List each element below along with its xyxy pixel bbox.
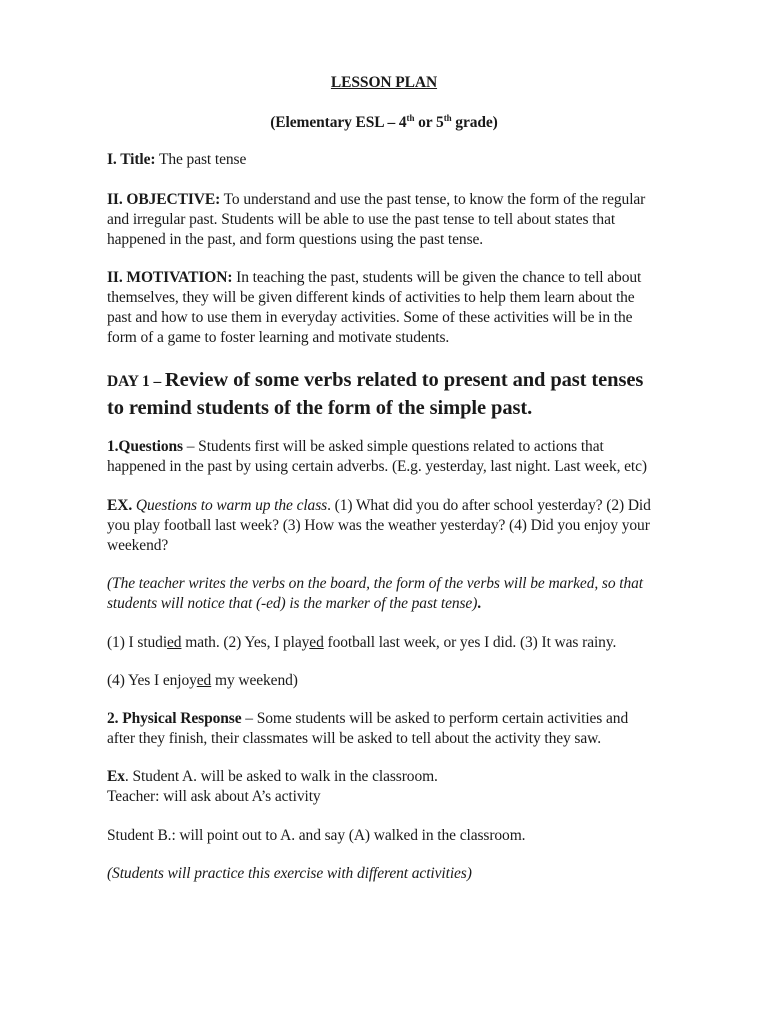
questions-line-1 xyxy=(107,437,604,457)
motivation-line-3: past and how to use them in everyday activities. Some of these activities will be in the xyxy=(107,309,633,326)
objective-label: II. OBJECTIVE: xyxy=(107,191,221,208)
objective-line-1 xyxy=(107,190,645,210)
physical-line-2: after they finish, their classmates will be asked to tell about the activity they saw. xyxy=(107,730,602,747)
example-line-3: weekend? xyxy=(107,537,169,554)
day1-label: DAY 1 – xyxy=(107,373,165,390)
example-italic: Questions to warm up the class xyxy=(132,497,328,514)
subheading-mid: or 5 xyxy=(414,114,444,131)
subheading-sup-1: th xyxy=(406,112,415,123)
motivation-label: II. MOTIVATION: xyxy=(107,269,233,286)
ex2-label: Ex xyxy=(107,768,125,785)
example-line-1 xyxy=(107,496,651,516)
answer-1-suffix: ed xyxy=(167,634,182,651)
teacher-note-text: students will notice that (-ed) is the marker of the past tense) xyxy=(107,595,478,612)
teacher-note-line-1: (The teacher writes the verbs on the board, the form of the verbs will be marked, so that xyxy=(107,575,643,592)
student-b-line: Student B.: will point out to A. and say (A) walked in the classroom. xyxy=(107,827,526,844)
physical-text: – Some students will be asked to perform certain activities and xyxy=(241,710,629,727)
subheading-sup-2: th xyxy=(443,112,452,123)
answer-2-suffix: ed xyxy=(309,634,324,651)
answer-4-suffix: ed xyxy=(196,672,212,689)
example-line-2: you play football last week? (3) How was the weather yesterday? (4) Did you enjoy your xyxy=(107,517,650,534)
questions-text: – Students first will be asked simple questions related to actions that xyxy=(182,438,604,455)
answer-1-text: (1) I studi xyxy=(107,634,168,651)
teacher-note-period: . xyxy=(477,595,482,612)
answers-line-2 xyxy=(107,671,298,691)
answer-4-end: my weekend) xyxy=(211,672,298,689)
subheading-prefix: (Elementary ESL – 4 xyxy=(270,114,407,131)
objective-line-2: and irregular past. Students will be able to use the past tense to tell about states that xyxy=(107,211,616,228)
motivation-text: In teaching the past, students will be given the chance to tell about xyxy=(232,269,642,286)
answer-4-text: (4) Yes I enjoy xyxy=(107,672,197,689)
title-label: I. Title: xyxy=(107,151,156,168)
practice-note: (Students will practice this exercise with different activities) xyxy=(107,865,472,882)
objective-line-3: happened in the past, and form questions using the past tense. xyxy=(107,231,484,248)
answer-3-text: football last week, or yes I did. (3) It was rainy. xyxy=(323,634,617,651)
title-value: The past tense xyxy=(155,151,247,168)
day1-title: Review of some verbs related to present and past tenses xyxy=(164,369,644,391)
ex2-line-2: Teacher: will ask about A’s activity xyxy=(107,788,321,805)
physical-label: 2. Physical Response xyxy=(107,710,242,727)
teacher-note-line-2 xyxy=(107,594,481,614)
motivation-line-2: themselves, they will be given different kinds of activities to help them learn about the xyxy=(107,289,635,306)
questions-line-2: happened in the past by using certain adverbs. (E.g. yesterday, last night. Last week, etc) xyxy=(107,458,647,475)
heading-text: LESSON PLAN xyxy=(330,74,438,91)
page-subheading xyxy=(0,113,768,133)
ex2-text: . Student A. will be asked to walk in the classroom. xyxy=(124,768,438,785)
page-heading xyxy=(0,73,768,93)
ex2-line-1 xyxy=(107,767,438,787)
example-label: EX. xyxy=(107,497,133,514)
answers-line-1 xyxy=(107,633,616,653)
title-section xyxy=(107,150,246,170)
motivation-line-4: form of a game to foster learning and motivate students. xyxy=(107,329,450,346)
example-text: . (1) What did you do after school yesterday? (2) Did xyxy=(327,497,651,514)
subheading-suffix: grade) xyxy=(451,114,498,131)
questions-label: 1.Questions xyxy=(107,438,183,455)
day1-heading-line-1 xyxy=(107,367,643,395)
motivation-line-1 xyxy=(107,268,641,288)
day1-heading-line-2: to remind students of the form of the simple past. xyxy=(107,397,533,419)
objective-text: To understand and use the past tense, to know the form of the regular xyxy=(220,191,646,208)
answer-2-text: math. (2) Yes, I play xyxy=(181,634,310,651)
physical-line-1 xyxy=(107,709,628,729)
